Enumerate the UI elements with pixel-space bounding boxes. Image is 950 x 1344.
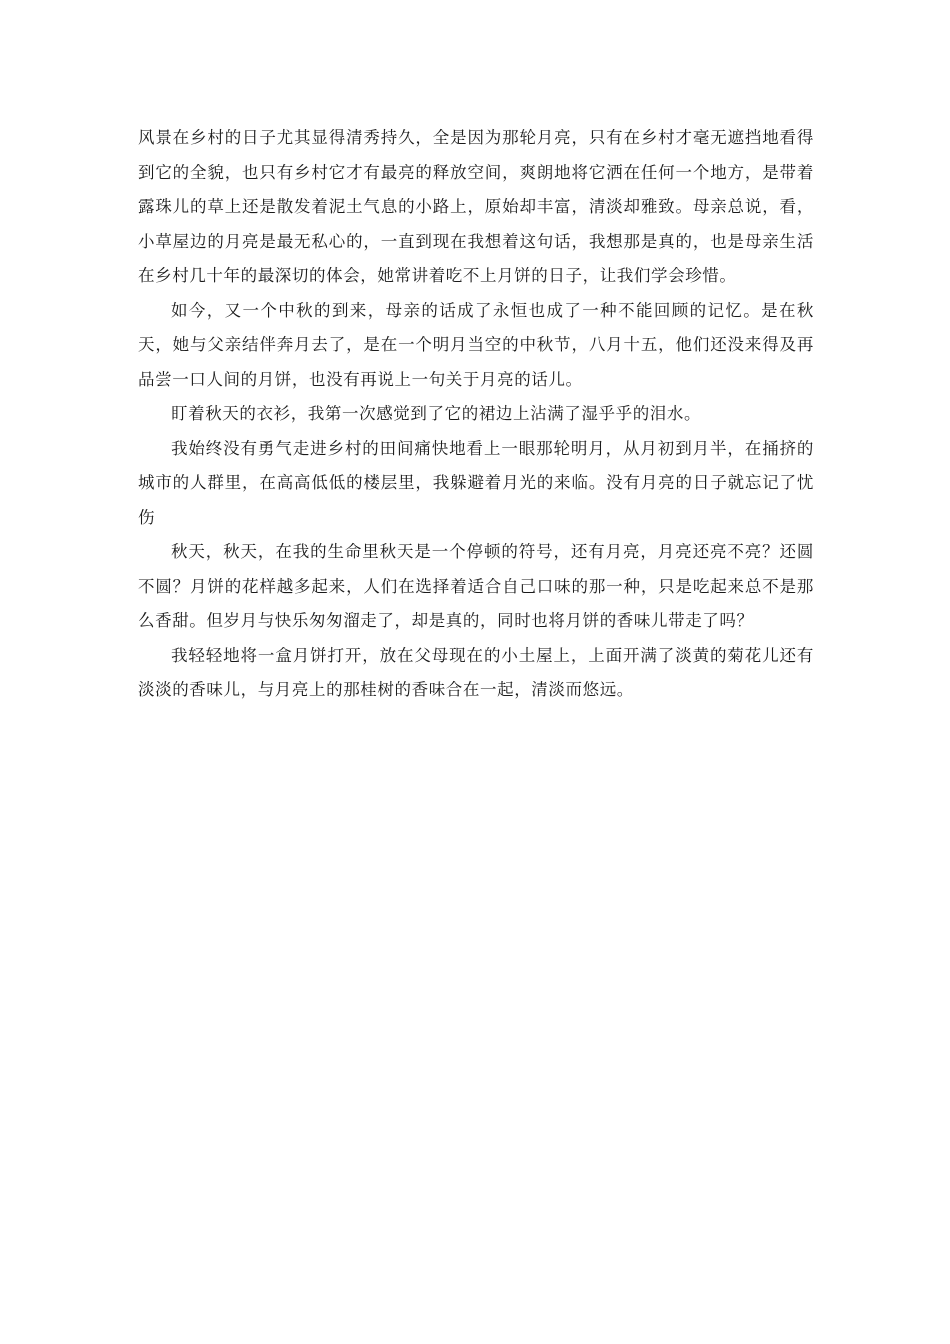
paragraph-4: 我始终没有勇气走进乡村的田间痛快地看上一眼那轮明月，从月初到月半，在捅挤的城市的人群里，在高高低低的楼层里，我躲避着月光的来临。没有月亮的日子就忘记了忧伤: [138, 438, 814, 527]
paragraph-5: 秋天，秋天，在我的生命里秋天是一个停顿的符号，还有月亮，月亮还亮不亮？还圆不圆？月饼的花样越多起来，人们在选择着适合自己口味的那一种，只是吃起来总不是那么香甜。但岁月与快乐匆匆溜走了，却是真的，同时也将月饼的香味儿带走了吗？: [138, 542, 814, 630]
document-body: [138, 121, 814, 708]
paragraph-2: 如今，又一个中秋的到来，母亲的话成了永恒也成了一种不能回顾的记忆。是在秋天，她与父亲结伴奔月去了，是在一个明月当空的中秋节，八月十五，他们还没来得及再品尝一口人间的月饼，也没有再说上一句关于月亮的话儿。: [138, 300, 814, 389]
paragraph-3: 盯着秋天的衣衫，我第一次感觉到了它的裙边上沾满了湿乎乎的泪水。: [171, 404, 702, 423]
paragraph-6: 我轻轻地将一盒月饼打开，放在父母现在的小土屋上，上面开满了淡黄的菊花儿还有淡淡的香味儿，与月亮上的那桂树的香味合在一起，清淡而悠远。: [138, 645, 814, 699]
paragraph-1: 风景在乡村的日子尤其显得清秀持久，全是因为那轮月亮，只有在乡村才毫无遮挡地看得到它的全貌，也只有乡村它才有最亮的释放空间，爽朗地将它洒在任何一个地方，是带着露珠儿的草上还是散发着泥土气息的小路上，原始却丰富，清淡却雅致。母亲总说，看，小草屋边的月亮是最无私心的，一直到现在我想着这句话，我想那是真的，也是母亲生活在乡村几十年的最深切的体会，她常讲着吃不上月饼的日子，让我们学会珍惜。: [138, 128, 814, 285]
